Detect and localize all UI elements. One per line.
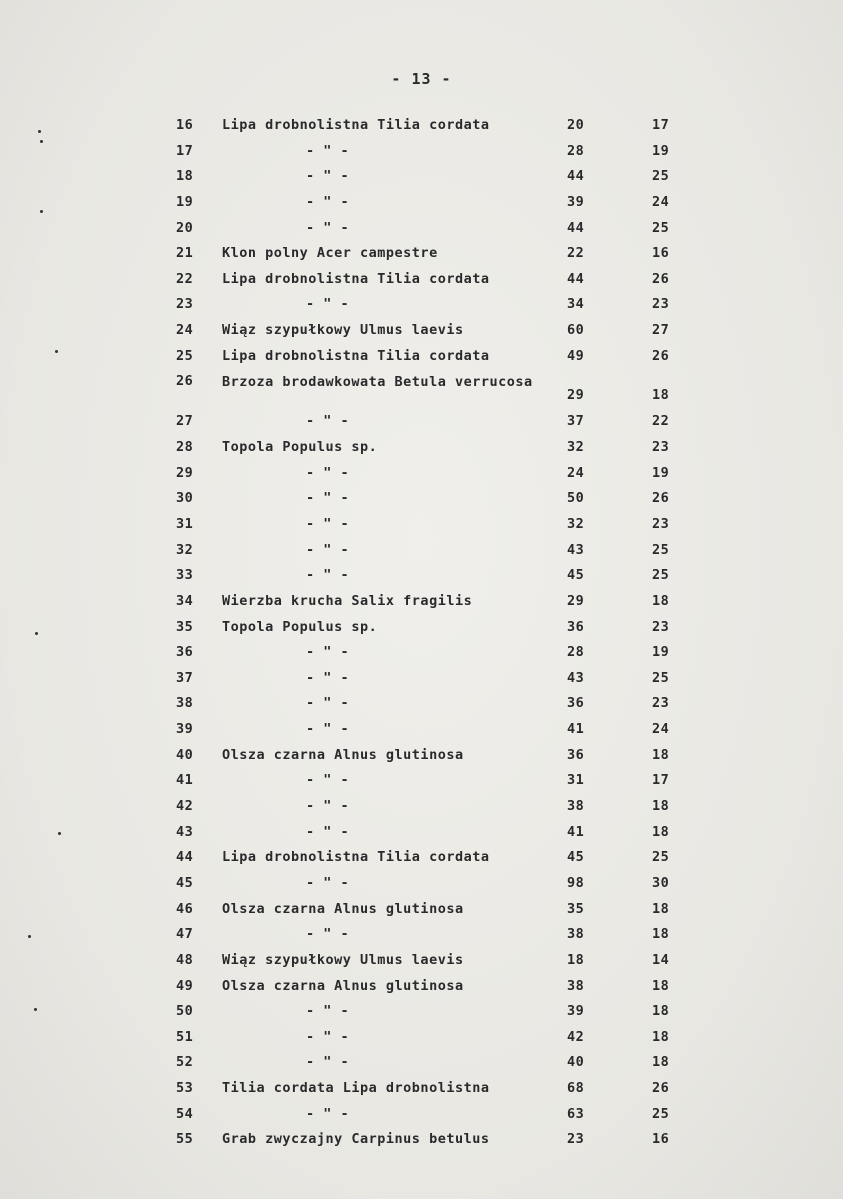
species-name: - " - [306, 1003, 350, 1020]
species-name: - " - [306, 567, 350, 584]
row-number: 25 [176, 347, 194, 364]
species-name: - " - [306, 669, 350, 686]
row-number: 16 [176, 117, 194, 133]
table-row [0, 538, 843, 564]
height-value: 18 [652, 387, 670, 404]
height-value: 17 [652, 117, 670, 133]
height-value: 18 [652, 1028, 670, 1045]
margin-mark [34, 1008, 37, 1011]
row-number: 37 [176, 669, 194, 686]
height-value: 16 [652, 245, 670, 262]
row-number: 40 [176, 746, 194, 763]
table-row [0, 1076, 843, 1102]
diameter-value: 24 [567, 464, 585, 481]
height-value: 23 [652, 439, 670, 456]
margin-mark [55, 350, 58, 353]
height-value: 23 [652, 618, 670, 635]
species-name: - " - [306, 541, 350, 558]
table-row [0, 267, 843, 293]
margin-mark [35, 632, 38, 635]
height-value: 24 [652, 193, 670, 210]
diameter-value: 22 [567, 245, 585, 262]
diameter-value: 49 [567, 347, 585, 364]
diameter-value: 45 [567, 849, 585, 866]
species-name: Topola Populus sp. [222, 439, 378, 456]
table-row [0, 409, 843, 435]
table-row [0, 1025, 843, 1051]
diameter-value: 38 [567, 798, 585, 815]
row-number: 24 [176, 322, 194, 339]
row-number: 54 [176, 1105, 194, 1122]
species-name: Klon polny Acer campestre [222, 245, 438, 262]
species-name: Topola Populus sp. [222, 618, 378, 635]
diameter-value: 40 [567, 1054, 585, 1071]
table-row [0, 113, 843, 139]
table-row [0, 512, 843, 538]
margin-mark [58, 832, 61, 835]
table-row [0, 640, 843, 666]
diameter-value: 44 [567, 270, 585, 287]
species-name: - " - [306, 464, 350, 481]
row-number: 28 [176, 439, 194, 456]
species-name: - " - [306, 413, 350, 430]
row-number: 33 [176, 567, 194, 584]
row-number: 19 [176, 193, 194, 210]
row-number: 51 [176, 1028, 194, 1045]
height-value: 16 [652, 1131, 670, 1148]
table-row [0, 820, 843, 846]
table-row [0, 794, 843, 820]
row-number: 53 [176, 1080, 194, 1097]
height-value: 25 [652, 669, 670, 686]
table-row [0, 1127, 843, 1153]
species-name: - " - [306, 193, 350, 210]
species-name: - " - [306, 219, 350, 236]
species-name: - " - [306, 515, 350, 532]
diameter-value: 37 [567, 413, 585, 430]
table-row [0, 139, 843, 165]
diameter-value: 18 [567, 951, 585, 968]
height-value: 22 [652, 413, 670, 430]
height-value: 23 [652, 296, 670, 313]
row-number: 32 [176, 541, 194, 558]
species-name: - " - [306, 926, 350, 943]
table-row [0, 666, 843, 692]
tree-list [0, 113, 843, 1153]
height-value: 19 [652, 142, 670, 159]
table-row [0, 922, 843, 948]
table-row [0, 292, 843, 318]
margin-mark [28, 935, 31, 938]
height-value: 23 [652, 515, 670, 532]
species-name: - " - [306, 1028, 350, 1045]
row-number: 35 [176, 618, 194, 635]
species-name: - " - [306, 644, 350, 661]
table-row [0, 369, 843, 409]
margin-mark [40, 210, 43, 213]
height-value: 26 [652, 1080, 670, 1097]
height-value: 18 [652, 900, 670, 917]
diameter-value: 98 [567, 874, 585, 891]
height-value: 23 [652, 695, 670, 712]
row-number: 44 [176, 849, 194, 866]
diameter-value: 68 [567, 1080, 585, 1097]
diameter-value: 28 [567, 644, 585, 661]
height-value: 25 [652, 849, 670, 866]
diameter-value: 35 [567, 900, 585, 917]
species-name: - " - [306, 695, 350, 712]
species-name: - " - [306, 296, 350, 313]
diameter-value: 31 [567, 772, 585, 789]
table-row [0, 717, 843, 743]
row-number: 50 [176, 1003, 194, 1020]
diameter-value: 20 [567, 117, 585, 133]
row-number: 30 [176, 490, 194, 507]
height-value: 18 [652, 592, 670, 609]
species-name: - " - [306, 1054, 350, 1071]
height-value: 18 [652, 1054, 670, 1071]
table-row [0, 435, 843, 461]
diameter-value: 38 [567, 926, 585, 943]
diameter-value: 44 [567, 168, 585, 185]
row-number: 34 [176, 592, 194, 609]
row-number: 39 [176, 721, 194, 738]
species-name: Olsza czarna Alnus glutinosa [222, 900, 464, 917]
species-name: Tilia cordata Lipa drobnolistna [222, 1080, 490, 1097]
height-value: 25 [652, 567, 670, 584]
table-row [0, 461, 843, 487]
diameter-value: 60 [567, 322, 585, 339]
table-row [0, 216, 843, 242]
row-number: 46 [176, 900, 194, 917]
diameter-value: 41 [567, 721, 585, 738]
row-number: 29 [176, 464, 194, 481]
page-number: - 13 - [391, 70, 452, 88]
table-row [0, 589, 843, 615]
height-value: 27 [652, 322, 670, 339]
table-row [0, 563, 843, 589]
height-value: 18 [652, 823, 670, 840]
species-name: - " - [306, 772, 350, 789]
row-number: 47 [176, 926, 194, 943]
table-row [0, 974, 843, 1000]
species-name: - " - [306, 490, 350, 507]
table-row [0, 486, 843, 512]
species-name: Lipa drobnolistna Tilia cordata [222, 270, 490, 287]
row-number: 48 [176, 951, 194, 968]
row-number: 17 [176, 142, 194, 159]
row-number: 31 [176, 515, 194, 532]
table-row [0, 845, 843, 871]
diameter-value: 29 [567, 387, 585, 404]
species-name: Olsza czarna Alnus glutinosa [222, 746, 464, 763]
height-value: 19 [652, 644, 670, 661]
species-name: - " - [306, 798, 350, 815]
diameter-value: 39 [567, 1003, 585, 1020]
diameter-value: 29 [567, 592, 585, 609]
height-value: 25 [652, 168, 670, 185]
row-number: 20 [176, 219, 194, 236]
diameter-value: 32 [567, 439, 585, 456]
table-row [0, 871, 843, 897]
species-name: Wiąz szypułkowy Ulmus laevis [222, 322, 464, 339]
diameter-value: 63 [567, 1105, 585, 1122]
table-row [0, 164, 843, 190]
species-name: - " - [306, 823, 350, 840]
table-row [0, 615, 843, 641]
species-name: Wiąz szypułkowy Ulmus laevis [222, 951, 464, 968]
species-name: - " - [306, 168, 350, 185]
height-value: 30 [652, 874, 670, 891]
table-row [0, 344, 843, 370]
row-number: 49 [176, 977, 194, 994]
row-number: 27 [176, 413, 194, 430]
table-row [0, 1102, 843, 1128]
species-name: - " - [306, 721, 350, 738]
diameter-value: 23 [567, 1131, 585, 1148]
margin-mark [38, 130, 41, 133]
margin-mark [40, 140, 43, 143]
height-value: 18 [652, 746, 670, 763]
height-value: 25 [652, 1105, 670, 1122]
table-row [0, 318, 843, 344]
height-value: 25 [652, 219, 670, 236]
species-name: - " - [306, 142, 350, 159]
row-number: 43 [176, 823, 194, 840]
row-number: 21 [176, 245, 194, 262]
height-value: 18 [652, 926, 670, 943]
row-number: 52 [176, 1054, 194, 1071]
table-row [0, 743, 843, 769]
height-value: 18 [652, 1003, 670, 1020]
diameter-value: 41 [567, 823, 585, 840]
diameter-value: 43 [567, 669, 585, 686]
row-number: 23 [176, 296, 194, 313]
height-value: 26 [652, 347, 670, 364]
species-name: - " - [306, 874, 350, 891]
diameter-value: 36 [567, 618, 585, 635]
height-value: 14 [652, 951, 670, 968]
height-value: 18 [652, 977, 670, 994]
row-number: 42 [176, 798, 194, 815]
species-name: Wierzba krucha Salix fragilis [222, 592, 473, 609]
height-value: 24 [652, 721, 670, 738]
row-number: 26 [176, 373, 194, 390]
diameter-value: 28 [567, 142, 585, 159]
row-number: 22 [176, 270, 194, 287]
species-name: Lipa drobnolistna Tilia cordata [222, 117, 490, 133]
height-value: 17 [652, 772, 670, 789]
table-row [0, 241, 843, 267]
table-row [0, 1050, 843, 1076]
row-number: 45 [176, 874, 194, 891]
row-number: 41 [176, 772, 194, 789]
diameter-value: 45 [567, 567, 585, 584]
diameter-value: 34 [567, 296, 585, 313]
species-name: Olsza czarna Alnus glutinosa [222, 977, 464, 994]
diameter-value: 32 [567, 515, 585, 532]
species-name: Brzoza brodawkowata Betula verrucosa [222, 374, 533, 391]
diameter-value: 36 [567, 695, 585, 712]
height-value: 26 [652, 270, 670, 287]
diameter-value: 44 [567, 219, 585, 236]
diameter-value: 42 [567, 1028, 585, 1045]
diameter-value: 38 [567, 977, 585, 994]
species-name: - " - [306, 1105, 350, 1122]
table-row [0, 768, 843, 794]
row-number: 55 [176, 1131, 194, 1148]
row-number: 36 [176, 644, 194, 661]
height-value: 19 [652, 464, 670, 481]
diameter-value: 36 [567, 746, 585, 763]
species-name: Lipa drobnolistna Tilia cordata [222, 347, 490, 364]
row-number: 18 [176, 168, 194, 185]
table-row [0, 948, 843, 974]
diameter-value: 39 [567, 193, 585, 210]
height-value: 18 [652, 798, 670, 815]
diameter-value: 50 [567, 490, 585, 507]
species-name: Grab zwyczajny Carpinus betulus [222, 1131, 490, 1148]
diameter-value: 43 [567, 541, 585, 558]
table-row [0, 190, 843, 216]
table-row [0, 897, 843, 923]
height-value: 26 [652, 490, 670, 507]
height-value: 25 [652, 541, 670, 558]
table-row [0, 999, 843, 1025]
table-row [0, 691, 843, 717]
row-number: 38 [176, 695, 194, 712]
species-name: Lipa drobnolistna Tilia cordata [222, 849, 490, 866]
